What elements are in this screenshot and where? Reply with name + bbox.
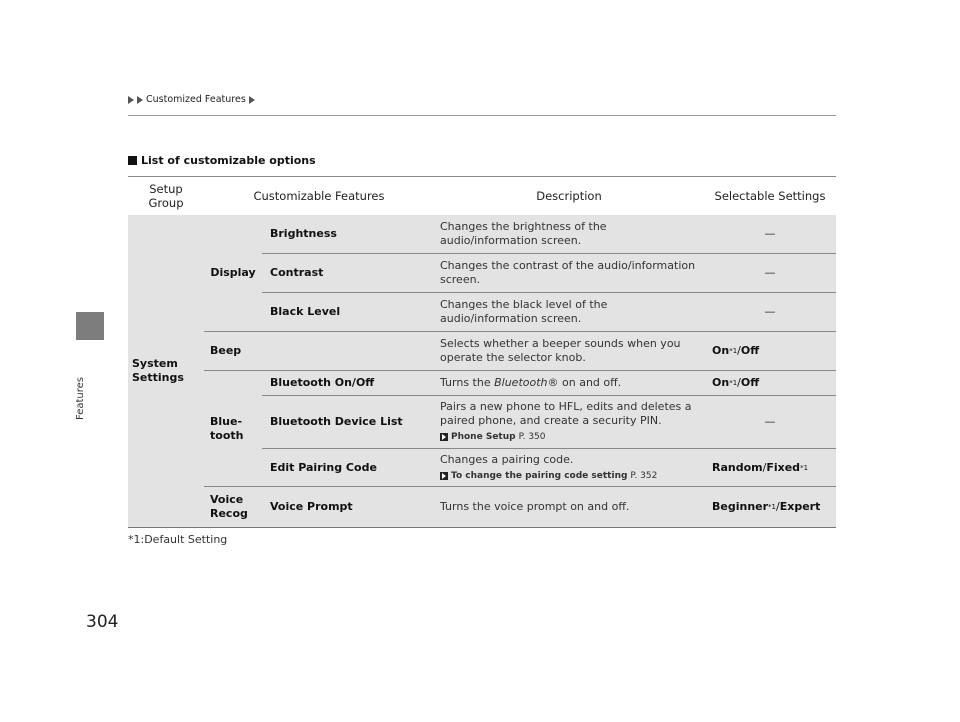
feature-bluetooth-device-list: Bluetooth Device List	[270, 415, 403, 428]
triangle-icon	[128, 96, 134, 104]
feature-brightness: Brightness	[270, 227, 337, 240]
footnote-mark: *1	[800, 463, 809, 472]
cross-reference-link[interactable]	[440, 430, 546, 444]
desc-text: Changes a pairing code.	[440, 452, 574, 466]
description-contrast: Changes the contrast of the audio/information screen.	[440, 259, 696, 286]
desc-text: ® on and off.	[547, 376, 622, 389]
square-bullet-icon	[128, 156, 137, 165]
separator: /	[737, 376, 741, 389]
table-header	[128, 176, 836, 216]
feature-voice-prompt: Voice Prompt	[270, 500, 353, 513]
page-number: 304	[86, 612, 119, 632]
footnote-mark: *1	[729, 379, 738, 387]
feature-contrast: Contrast	[270, 266, 324, 279]
separator: /	[776, 500, 780, 513]
setting-contrast: —	[764, 266, 776, 279]
setting-beginner: Beginner	[712, 500, 769, 513]
description-bluetooth-device-list	[440, 396, 702, 448]
setting-black-level: —	[764, 305, 776, 318]
setting-off: Off	[740, 344, 760, 357]
reference-arrow-icon	[440, 433, 448, 441]
separator: /	[762, 460, 767, 474]
feature-bluetooth-on-off: Bluetooth On/Off	[270, 376, 375, 389]
setting-bluetooth-device-list: —	[764, 415, 776, 428]
description-voice-prompt: Turns the voice prompt on and off.	[440, 500, 630, 513]
section-side-label: Features	[75, 377, 86, 420]
description-brightness: Changes the brightness of the audio/information screen.	[440, 220, 607, 247]
desc-italic: Bluetooth	[494, 376, 548, 389]
description-bluetooth-on-off	[440, 371, 702, 395]
subgroup-display: Display	[210, 266, 256, 279]
feature-black-level: Black Level	[270, 305, 341, 318]
feature-beep: Beep	[210, 344, 242, 357]
feature-edit-pairing-code: Edit Pairing Code	[270, 460, 377, 474]
setting-on: On	[712, 376, 730, 389]
setting-on: On	[712, 344, 730, 357]
setting-edit-pairing-code	[712, 449, 836, 486]
desc-text: Pairs a new phone to HFL, edits and deletes a paired phone, and create a security PIN.	[440, 400, 692, 427]
header-description: Description	[536, 189, 602, 203]
footnote: *1:Default Setting	[128, 533, 228, 546]
breadcrumb	[128, 94, 255, 105]
cross-reference-link[interactable]	[440, 469, 657, 483]
header-customizable-features: Customizable Features	[253, 189, 385, 203]
header-rule	[128, 115, 836, 116]
ref-page: P. 350	[518, 432, 546, 442]
ref-label: Phone Setup	[451, 432, 516, 442]
group-system-settings: System Settings	[132, 357, 184, 384]
setting-random: Random	[712, 460, 763, 474]
description-black-level: Changes the black level of the audio/information screen.	[440, 298, 608, 325]
setting-fixed: Fixed	[766, 460, 801, 474]
triangle-icon	[249, 96, 255, 104]
footnote-mark: *1	[729, 347, 738, 355]
setting-beep	[712, 332, 836, 370]
subgroup-voice-recog: Voice Recog	[210, 493, 248, 520]
ref-page: P. 352	[630, 470, 658, 481]
header-setup-group: Setup Group	[148, 182, 184, 210]
setting-expert: Expert	[779, 500, 821, 513]
separator: /	[737, 344, 741, 357]
section-title-text: List of customizable options	[141, 154, 316, 167]
options-table	[128, 215, 836, 528]
footnote-mark: *1	[768, 503, 777, 511]
setting-off: Off	[740, 376, 760, 389]
ref-label: To change the pairing code setting	[451, 470, 628, 481]
triangle-icon	[137, 96, 143, 104]
section-tab-marker	[76, 312, 104, 340]
setting-voice-prompt	[712, 487, 836, 527]
description-beep: Selects whether a beeper sounds when you operate the selector knob.	[440, 337, 681, 364]
breadcrumb-text: Customized Features	[146, 94, 246, 105]
setting-bluetooth-on-off	[712, 371, 836, 395]
section-title	[128, 154, 316, 167]
setting-brightness: —	[764, 227, 776, 240]
header-selectable-settings: Selectable Settings	[714, 189, 826, 203]
reference-arrow-icon	[440, 472, 448, 480]
subgroup-bluetooth: Blue- tooth	[210, 414, 244, 442]
desc-text: Turns the	[440, 376, 495, 389]
description-edit-pairing-code	[440, 449, 702, 486]
